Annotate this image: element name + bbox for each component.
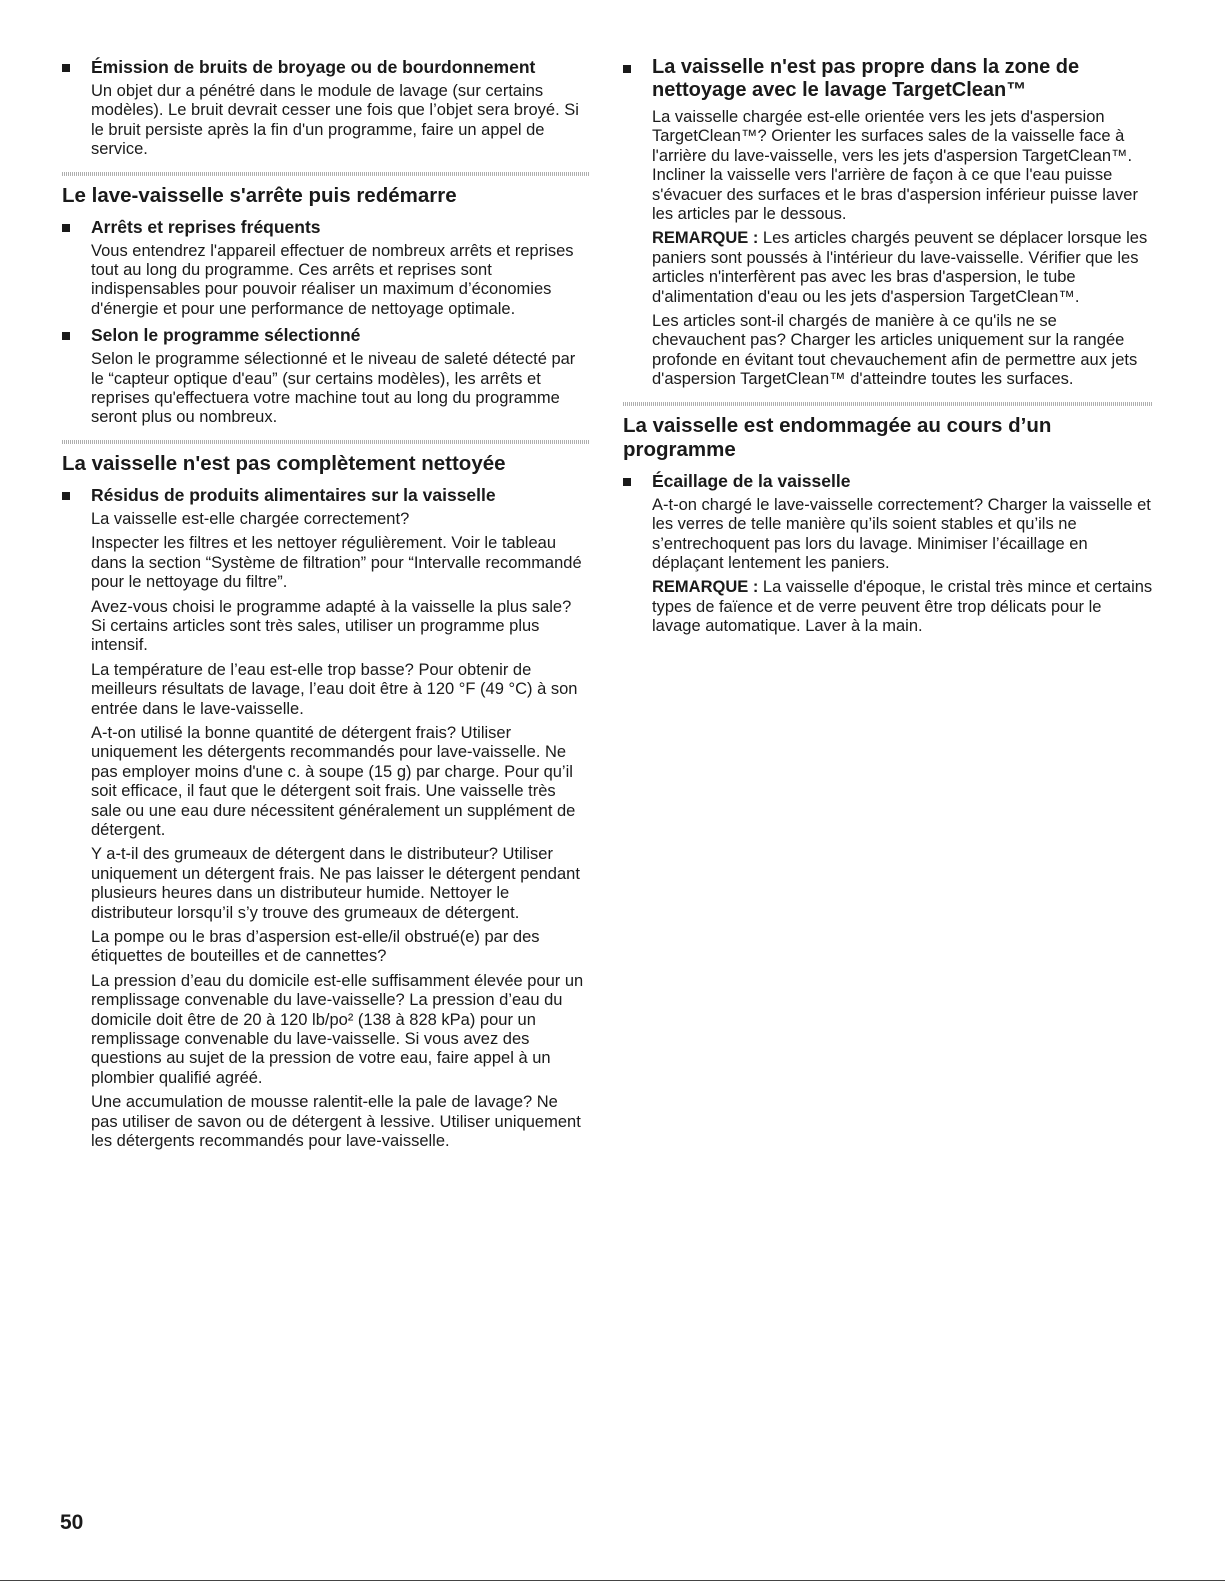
paragraph: Une accumulation de mousse ralentit-elle la pale de lavage? Ne pas utiliser de savon ou de détergent à lessive. Utiliser uniquement les détergents recommandés pour lave-vaisselle. bbox=[91, 1093, 581, 1151]
bullet-item-program bbox=[62, 324, 589, 428]
bullet-square-icon bbox=[623, 478, 631, 486]
bullet-item-stops bbox=[62, 216, 589, 320]
paragraph: Les articles sont-il chargés de manière à ce qu'ils ne se chevauchent pas? Charger les articles uniquement sur la rangée profonde en évitant tout chevauchement afin de permettre aux jets d'aspersion TargetClean™ d'atteindre toutes les surfaces. bbox=[652, 312, 1138, 389]
note-paragraph bbox=[652, 229, 1153, 307]
page-bottom-border bbox=[0, 1580, 1225, 1581]
page-number: 50 bbox=[60, 1511, 84, 1534]
paragraph: La vaisselle chargée est-elle orientée vers les jets d'aspersion TargetClean™? Orienter les surfaces sales de la vaisselle face à l'arrière du lave-vaisselle, vers les jets d'aspersion TargetClean™. Incliner la vaisselle vers l'arrière de façon à ce que l'eau puisse s'évacuer des surfaces et le bras d'aspersion inférieur puisse laver les articles par le dessous. bbox=[652, 108, 1138, 224]
bullet-square-icon bbox=[62, 492, 70, 500]
bullet-square-icon bbox=[62, 64, 70, 72]
paragraph: Inspecter les filtres et les nettoyer régulièrement. Voir le tableau dans la section “Système de filtration” pour “Intervalle recommandé pour le nettoyage du filtre”. bbox=[91, 534, 582, 592]
note-text: Les articles chargés peuvent se déplacer lorsque les paniers sont poussés à l'intérieur du lave-vaisselle. Vérifier que les articles n'interfèrent pas avec les bras d'aspersion, le tube d'alimentation d'eau ou les jets d'aspersion TargetClean™. bbox=[652, 229, 1148, 306]
section-divider bbox=[62, 172, 589, 176]
paragraph: A-t-on chargé le lave-vaisselle correctement? Charger la vaisselle et les verres de telle manière qu’ils soient stables et qu’ils ne s’entrechoquent pas lors du lavage. Minimiser l’écaillage en déplaçant lentement les paniers. bbox=[652, 495, 1151, 572]
bullet-square-icon bbox=[62, 332, 70, 340]
section-divider bbox=[623, 402, 1153, 406]
bullet-item-targetclean bbox=[623, 56, 1153, 390]
note-paragraph bbox=[652, 578, 1153, 636]
bullet-item-chipping bbox=[623, 470, 1153, 637]
section-divider bbox=[62, 440, 589, 444]
bullet-title: Résidus de produits alimentaires sur la vaisselle bbox=[91, 484, 496, 505]
paragraph: Y a-t-il des grumeaux de détergent dans le distributeur? Utiliser uniquement un détergent frais. Ne pas laisser le détergent pendant plusieurs heures dans un distributeur humide. Nettoyer le distributeur lorsqu’il s’y trouve des grumeaux de détergent. bbox=[91, 845, 580, 922]
bullet-title: Écaillage de la vaisselle bbox=[652, 470, 851, 491]
paragraph: Avez-vous choisi le programme adapté à la vaisselle la plus sale? Si certains articles sont très sales, utiliser un programme plus intensif. bbox=[91, 597, 572, 655]
right-column bbox=[623, 56, 1153, 642]
paragraph: La pompe ou le bras d’aspersion est-elle/il obstrué(e) par des étiquettes de bouteilles et de cannettes? bbox=[91, 928, 540, 966]
bullet-square-icon bbox=[623, 65, 631, 73]
section-heading: La vaisselle est endommagée au cours d’un programme bbox=[623, 413, 1052, 461]
paragraph: La vaisselle est-elle chargée correctement? bbox=[91, 509, 410, 528]
section-heading: Le lave-vaisselle s'arrête puis redémarre bbox=[62, 183, 457, 207]
paragraph: Vous entendrez l'appareil effectuer de nombreux arrêts et reprises tout au long du programme. Ces arrêts et reprises sont indispensables pour pouvoir réaliser un maximum d’économies d'énergie et pour une performance de nettoyage optimale. bbox=[91, 241, 574, 318]
note-text: La vaisselle d'époque, le cristal très mince et certains types de faïence et de verre peuvent être trop délicats pour le lavage automatique. Laver à la main. bbox=[652, 578, 1153, 636]
bullet-title: Selon le programme sélectionné bbox=[91, 325, 361, 346]
bullet-title: La vaisselle n'est pas propre dans la zone de nettoyage avec le lavage TargetClean™ bbox=[652, 56, 1080, 101]
paragraph: Selon le programme sélectionné et le niveau de saleté détecté par le “capteur optique d'eau” (sur certains modèles), les arrêts et reprises qu'effectuera votre machine tout au long du programme seront plus ou nombreux. bbox=[91, 350, 576, 427]
bullet-square-icon bbox=[62, 224, 70, 232]
section-heading: La vaisselle n'est pas complètement nettoyée bbox=[62, 451, 506, 475]
paragraph: A-t-on utilisé la bonne quantité de détergent frais? Utiliser uniquement les détergents recommandés pour lave-vaisselle. Ne pas employer moins d'une c. à soupe (15 g) par charge. Pour qu’il soit efficace, il faut que le détergent soit frais. Une vaisselle très sale ou une eau dure nécessitent généralement un supplément de détergent. bbox=[91, 723, 576, 839]
paragraph: Un objet dur a pénétré dans le module de lavage (sur certains modèles). Le bruit devrait cesser une fois que l’objet sera broyé. Si le bruit persiste après la fin d'un programme, faire un appel de service. bbox=[91, 82, 579, 159]
note-label: REMARQUE : bbox=[652, 578, 759, 597]
bullet-title: Arrêts et reprises fréquents bbox=[91, 216, 321, 237]
note-label: REMARQUE : bbox=[652, 229, 759, 248]
bullet-item-grinding-noise bbox=[62, 56, 589, 160]
bullet-title: Émission de bruits de broyage ou de bourdonnement bbox=[91, 57, 536, 77]
left-column bbox=[62, 56, 589, 1156]
paragraph: La température de l’eau est-elle trop basse? Pour obtenir de meilleurs résultats de lavage, l’eau doit être à 120 °F (49 °C) à son entrée dans le lave-vaisselle. bbox=[91, 660, 578, 718]
paragraph: La pression d’eau du domicile est-elle suffisamment élevée pour un remplissage convenable du lave-vaisselle? La pression d’eau du domicile doit être de 20 à 120 lb/po² (138 à 828 kPa) pour un remplissage convenable du lave-vaisselle. Si vous avez des questions au sujet de la pression de votre eau, faire appel à un plombier qualifié agréé. bbox=[91, 971, 584, 1087]
bullet-item-food-residue bbox=[62, 484, 589, 1152]
